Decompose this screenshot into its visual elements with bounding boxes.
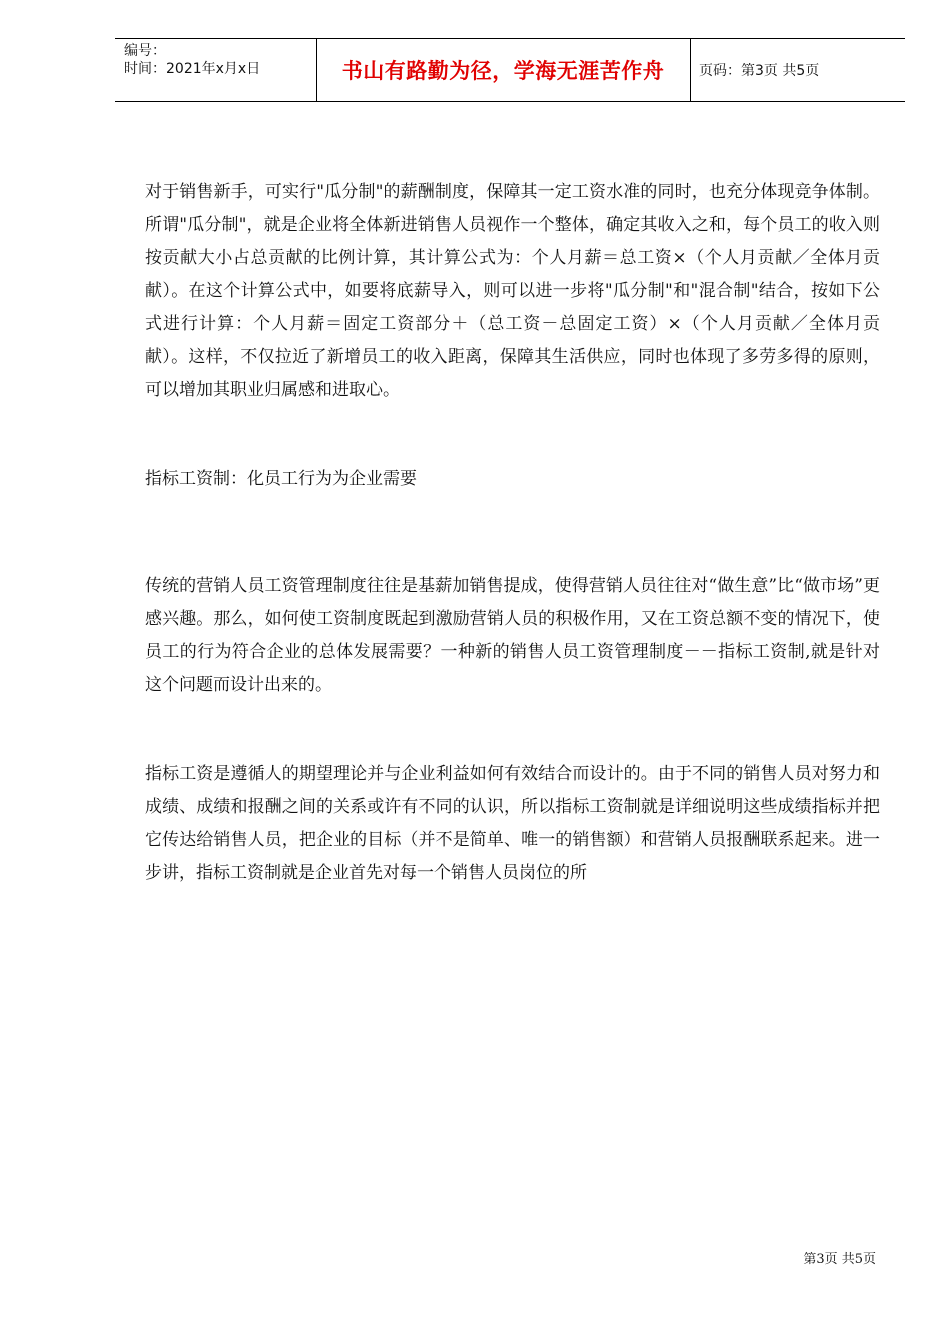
document-body [145,176,880,890]
header-page-number: 页码：第3页 共5页 [699,63,820,79]
document-date: 时间：2021年x月x日 [124,61,261,77]
paragraph: 对于销售新手，可实行"瓜分制"的薪酬制度，保障其一定工资水准的同时，也充分体现竞争体制。所谓"瓜分制"，就是企业将全体新进销售人员视作一个整体，确定其收入之和，每个员工的收入则按贡献大小占总贡献的比例计算，其计算公式为：个人月薪＝总工资×（个人月贡献／全体月贡献）。在这个计算公式中，如要将底薪导入，则可以进一步将"瓜分制"和"混合制"结合，按如下公式进行计算：个人月薪＝固定工资部分＋（总工资－总固定工资）×（个人月贡献／全体月贡献）。这样，不仅拉近了新增员工的收入距离，保障其生活供应，同时也体现了多劳多得的原则，可以增加其职业归属感和进取心。 [145,182,880,400]
header-motto: 书山有路勤为径，学海无涯苦作舟 [341,59,665,83]
section-heading: 指标工资制：化员工行为为企业需要 [145,469,417,489]
paragraph: 指标工资是遵循人的期望理论并与企业利益如何有效结合而设计的。由于不同的销售人员对努力和成绩、成绩和报酬之间的关系或许有不同的认识，所以指标工资制就是详细说明这些成绩指标并把它传达给销售人员，把企业的目标（并不是简单、唯一的销售额）和营销人员报酬联系起来。进一步讲，指标工资制就是企业首先对每一个销售人员岗位的所 [145,764,880,883]
document-number: 编号： [124,43,166,59]
header-meta [115,39,315,101]
page-header [115,38,905,102]
paragraph: 传统的营销人员工资管理制度往往是基薪加销售提成，使得营销人员往往对“做生意”比“做市场”更感兴趣。那么，如何使工资制度既起到激励营销人员的积极作用，又在工资总额不变的情况下，使员工的行为符合企业的总体发展需要？一种新的销售人员工资管理制度－－指标工资制,就是针对这个问题而设计出来的。 [145,576,880,695]
footer-page-number: 第3页 共5页 [803,1252,876,1267]
